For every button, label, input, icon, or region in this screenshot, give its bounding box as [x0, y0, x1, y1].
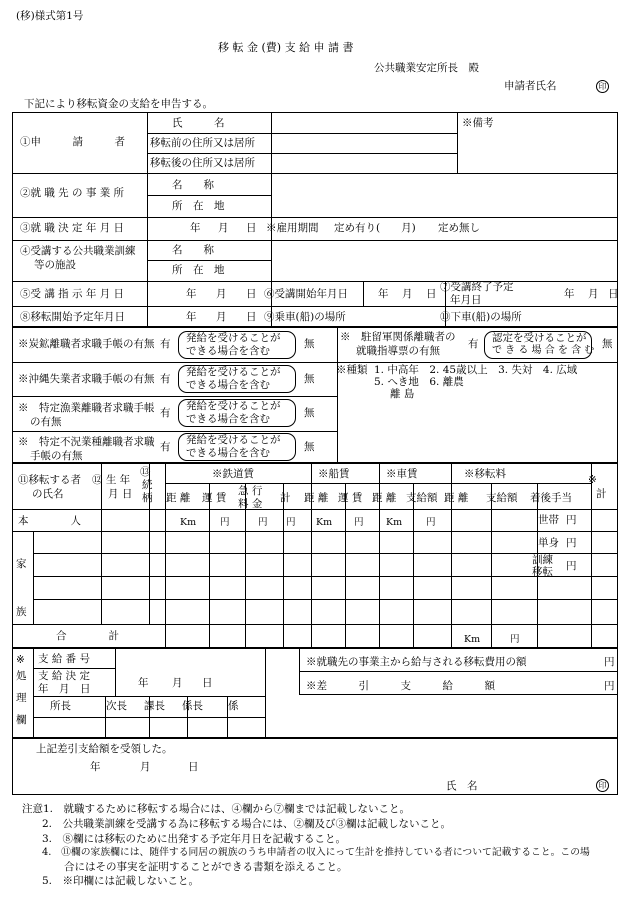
facility-label: ④受講する公共職業訓練 — [20, 245, 136, 257]
deputy-stamp-label: 次長 — [106, 700, 127, 712]
payment-date-label-2: 年 月 日 — [38, 683, 91, 695]
recession-handbook-label-2: 手帳の有無 — [30, 450, 83, 462]
type-options-3: 離 島 — [390, 388, 415, 400]
date-day: 日 — [202, 677, 213, 689]
condition-text: 発給を受けることが — [186, 366, 281, 378]
type-options-2: 5. へき地 6. 離農 — [374, 376, 464, 388]
stationed-troops-label-2: 就職指導票の有無 — [356, 345, 440, 357]
processing-mark: ※ — [16, 654, 25, 666]
date-year: 年 — [378, 288, 389, 300]
date-month: 月 — [140, 761, 151, 773]
date-day: 日 — [246, 288, 257, 300]
coal-handbook-label: ※炭鉱離職者求職手帳の有無 — [18, 338, 155, 350]
relationship-label: ⑬ — [140, 466, 151, 478]
term-fixed-option: 定め有り( 月) — [334, 222, 416, 234]
training-move-label-2: 移転 — [532, 566, 553, 578]
decision-date-label: ③就 職 決 定 年 月 日 — [20, 222, 125, 234]
facility-name-label: 名 称 — [172, 244, 214, 256]
form-title: 移 転 金 (費) 支 給 申 請 書 — [218, 41, 354, 54]
fishery-handbook-label: ※ 特定漁業離職者求職手帳 — [18, 402, 155, 414]
total-header: 計 — [596, 488, 607, 500]
total-mark: ※ — [588, 474, 597, 486]
net-payment-label: ※差 引 支 給 額 — [306, 680, 495, 692]
yes-option: 有 — [160, 373, 171, 385]
single-label: 単身 — [538, 537, 559, 549]
certification-text: 認定を受けることが — [492, 332, 587, 344]
clerk-stamp-label: 係 — [228, 700, 239, 712]
date-year: 年 — [186, 288, 197, 300]
date-month: 月 — [402, 288, 413, 300]
condition-text: 発給を受けることが — [186, 434, 281, 446]
unit-km: Km — [316, 517, 333, 528]
boarding-place-label: ⑨乗車(船)の場所 — [264, 311, 346, 323]
section-chief-stamp-label: 課長 — [144, 700, 165, 712]
stationed-troops-label: ※ 駐留軍関係離職者の — [340, 331, 456, 343]
receipt-name-label: 氏 名 — [446, 780, 478, 792]
date-month: 月 — [216, 288, 227, 300]
relationship-label-2: 続 — [142, 479, 153, 491]
move-start-label: ⑧移転開始予定年月日 — [20, 311, 125, 323]
unit-yen: 円 — [286, 517, 296, 528]
processing-label-1: 処 — [16, 670, 27, 682]
condition-text: 発給を受けることが — [186, 332, 281, 344]
unit-yen: 円 — [604, 656, 615, 668]
term-not-fixed-option: 定め無し — [438, 222, 480, 234]
payment-header: 支給額 — [406, 492, 438, 504]
birth-date-label-2: 月 日 — [108, 488, 133, 500]
payment-date-label: 支 給 決 定 — [38, 670, 91, 682]
facility-location-label: 所 在 地 — [172, 264, 225, 276]
training-move-label: 訓練 — [532, 554, 553, 566]
date-year: 年 — [186, 311, 197, 323]
unit-yen: 円 — [426, 517, 436, 528]
unit-yen: 円 — [566, 560, 577, 572]
chief-stamp-label: 係長 — [182, 700, 203, 712]
yes-option: 有 — [160, 441, 171, 453]
seal-mark: 印 — [596, 779, 609, 792]
fishery-handbook-label-2: の有無 — [30, 416, 62, 428]
ship-fare-header: ※船賃 — [318, 468, 350, 480]
name-label: 氏 名 — [172, 117, 225, 129]
applicant-name-label: 申請者氏名 — [504, 80, 557, 92]
family-label: 家 — [16, 558, 27, 570]
end-date-label-2: 年月日 — [450, 294, 482, 306]
facility-label-2: 等の施設 — [34, 259, 76, 271]
remarks-label: ※備考 — [462, 117, 494, 129]
unit-yen: 円 — [566, 537, 577, 549]
type-options-1: 1. 中高年 2. 45歳以上 3. 失対 4. 広域 — [374, 364, 578, 376]
types-label: ※種類 — [336, 364, 368, 376]
employer-name-label: 名 称 — [172, 179, 214, 191]
processing-label-2: 理 — [16, 692, 27, 704]
condition-text-2: できる場合を含む — [186, 345, 270, 357]
date-year: 年 — [138, 677, 149, 689]
no-option: 無 — [304, 441, 315, 453]
date-year: 年 — [90, 761, 101, 773]
date-day: 日 — [426, 288, 437, 300]
note-2: 2. 公共職業訓練を受講する為に移転する場合には、②欄及び③欄は記載しないこと。 — [42, 818, 452, 830]
date-day: 日 — [608, 288, 619, 300]
payment-number-label: 支 給 番 号 — [38, 653, 91, 665]
address-before-label: 移転前の住所又は居所 — [150, 137, 255, 149]
rail-fare-header: ※鉄道賃 — [212, 468, 254, 480]
okinawa-handbook-label: ※沖縄失業者求職手帳の有無 — [18, 373, 155, 385]
unit-km: Km — [464, 634, 481, 645]
employer-location-label: 所 在 地 — [172, 200, 225, 212]
mover-name-label-2: の氏名 — [32, 488, 64, 500]
date-month: 月 — [218, 222, 229, 234]
note-4-continued: 合にはその事実を証明することができる書類を添えること。 — [64, 861, 348, 873]
household-label: 世帯 — [538, 514, 559, 526]
date-month: 月 — [588, 288, 599, 300]
director-stamp-label: 所長 — [50, 700, 71, 712]
unit-yen: 円 — [220, 517, 230, 528]
distance-header: 距 離 — [304, 492, 329, 504]
unit-km: Km — [386, 517, 403, 528]
no-option: 無 — [304, 407, 315, 419]
unit-yen: 円 — [566, 514, 577, 526]
mover-name-label: ⑪移転する者 — [18, 474, 81, 486]
end-date-label: ⑦受講終了予定 — [440, 281, 514, 293]
distance-header: 距 離 — [166, 492, 191, 504]
condition-text: 発給を受けることが — [186, 400, 281, 412]
employment-term-label: ※雇用期間 — [266, 222, 319, 234]
yes-option: 有 — [160, 338, 171, 350]
grand-total-label: 合 計 — [56, 630, 119, 642]
recession-handbook-label: ※ 特定不況業種離職者求職 — [18, 436, 155, 448]
express-fee-header-2: 料 金 — [238, 498, 263, 510]
intro-text: 下記により移転資金の支給を申告する。 — [24, 98, 213, 110]
condition-text-2: できる場合を含む — [186, 379, 270, 391]
date-month: 月 — [172, 677, 183, 689]
condition-text-2: できる場合を含む — [186, 447, 270, 459]
express-fee-header: 急 行 — [238, 485, 263, 497]
no-option: 無 — [602, 338, 613, 350]
date-year: 年 — [190, 222, 201, 234]
no-option: 無 — [304, 373, 315, 385]
form-number: (移)様式第1号 — [16, 10, 84, 22]
fare-header: 運 賃 — [338, 492, 363, 504]
birth-date-label: ⑫ 生 年 — [92, 474, 131, 486]
date-day: 日 — [246, 222, 257, 234]
car-fare-header: ※車賃 — [386, 468, 418, 480]
certification-text-2: で き る 場 合 を 含 む — [492, 345, 595, 356]
no-option: 無 — [304, 338, 315, 350]
start-date-label: ⑥受講開始年月日 — [264, 288, 348, 300]
fare-header: 運 賃 — [202, 492, 227, 504]
relationship-label-3: 柄 — [142, 492, 153, 504]
note-5: 5. ※印欄には記載しないこと。 — [42, 875, 200, 887]
date-day: 日 — [188, 761, 199, 773]
seal-mark: 印 — [596, 80, 609, 93]
yes-option: 有 — [160, 407, 171, 419]
unit-yen: 円 — [354, 517, 364, 528]
date-day: 日 — [246, 311, 257, 323]
unit-yen: 円 — [258, 517, 268, 528]
receipt-text: 上記差引支給額を受領した。 — [36, 743, 173, 755]
applicant-label: ①申 請 者 — [20, 136, 125, 148]
note-1: 注意1. 就職するために移転する場合には、④欄から⑦欄までは記載しないこと。 — [22, 803, 411, 815]
address-after-label: 移転後の住所又は居所 — [150, 157, 255, 169]
date-month: 月 — [216, 311, 227, 323]
distance-header: 距 離 — [444, 492, 469, 504]
note-4: 4. ⑪欄の家族欄には、随伴する同居の親族のうち申請者の収入にって生計を推持している者について記載すること。この場 — [42, 847, 590, 858]
distance-header: 距 離 — [372, 492, 397, 504]
condition-text-2: できる場合を含む — [186, 413, 270, 425]
processing-label-3: 欄 — [16, 714, 27, 726]
yes-option: 有 — [468, 338, 479, 350]
employer-payment-label: ※就職先の事業主から給与される移転費用の額 — [306, 656, 527, 668]
moving-fee-header: ※移転料 — [464, 468, 506, 480]
unit-yen: 円 — [510, 634, 520, 645]
payment-header: 支給額 — [486, 492, 518, 504]
allowance-header: 着後手当 — [530, 492, 572, 504]
employer-label: ②就 職 先 の 事 業 所 — [20, 187, 125, 199]
section-movers — [12, 463, 618, 648]
unit-km: Km — [180, 517, 197, 528]
sum-header: 計 — [280, 492, 291, 504]
instruction-date-label: ⑤受 講 指 示 年 月 日 — [20, 288, 125, 300]
self-row-label: 本 人 — [18, 515, 81, 527]
note-3: 3. ⑧欄には移転のために出発する予定年月日を記載すること。 — [42, 833, 347, 845]
addressee: 公共職業安定所長 殿 — [374, 62, 479, 74]
family-label-2: 族 — [16, 606, 27, 618]
unit-yen: 円 — [604, 680, 615, 692]
date-year: 年 — [564, 288, 575, 300]
alighting-place-label: ⑩下車(船)の場所 — [440, 311, 522, 323]
